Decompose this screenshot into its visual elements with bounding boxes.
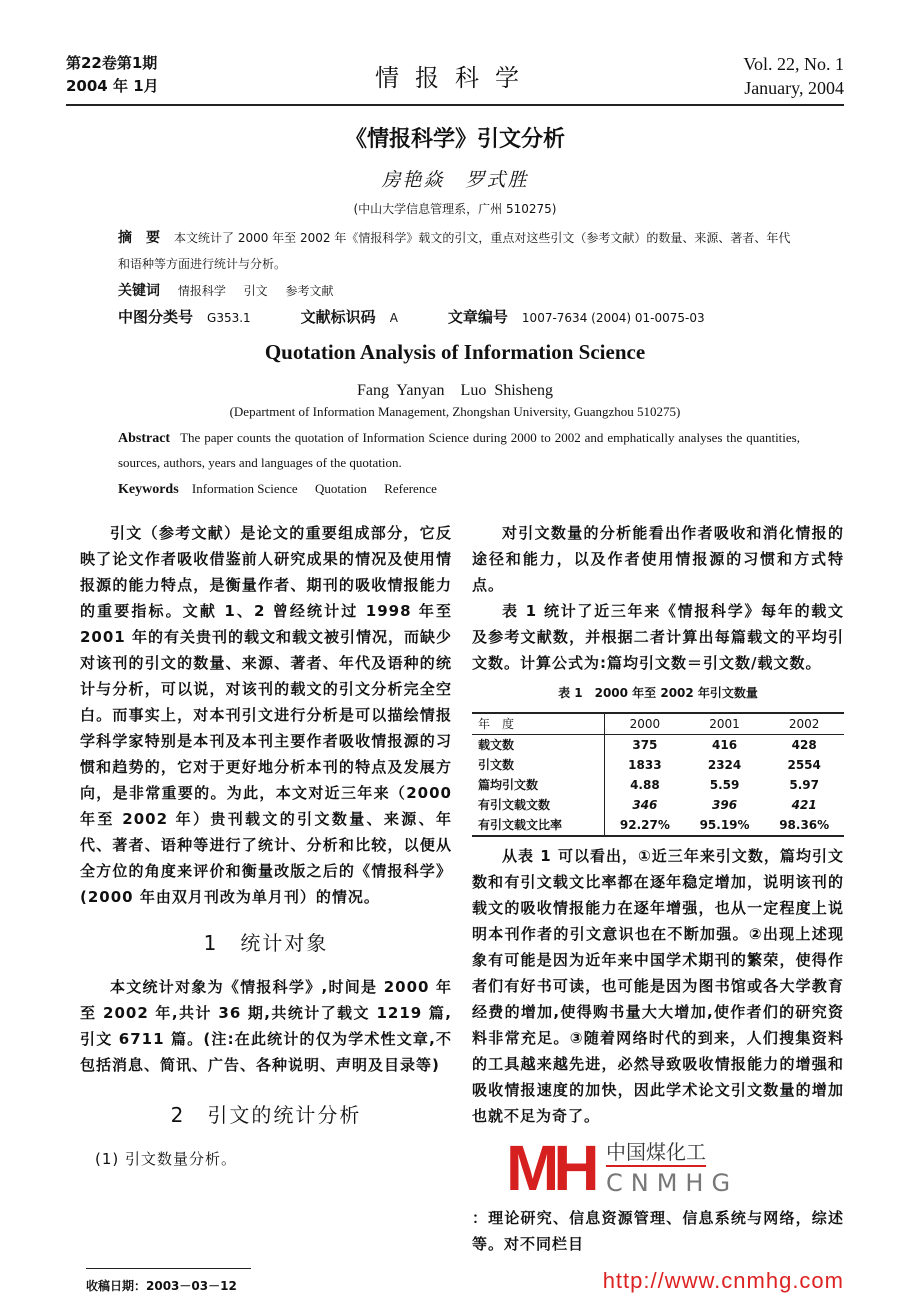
affiliation: (中山大学信息管理系，广州 510275)	[353, 202, 557, 216]
header-rule	[66, 104, 844, 106]
footnote	[80, 1254, 452, 1296]
header-cell: 2000	[605, 713, 685, 735]
clc-label: 中图分类号	[118, 308, 194, 326]
table-row	[472, 755, 844, 775]
paragraph-continued: ：理论研究、信息资源管理、信息系统与网络，综述等。对不同栏目	[472, 1209, 844, 1253]
english-abstract-text: The paper counts the quotation of Information Science during 2000 to 2002 and emphatically analyses the quantities, sources, authors, years and languages of the quotation.	[118, 430, 800, 470]
english-keyword: Reference	[384, 481, 437, 496]
cell: 5.59	[709, 778, 740, 792]
running-header	[66, 52, 844, 100]
abstract-cn	[118, 225, 800, 277]
header-cell: 2002	[764, 713, 844, 735]
table-row	[472, 775, 844, 795]
volume-en: Vol. 22, No. 1	[743, 54, 844, 74]
english-keyword: Quotation	[314, 481, 367, 496]
table-row	[472, 815, 844, 836]
row-label: 有引文载文数	[472, 795, 605, 815]
header-cell: 2001	[685, 713, 765, 735]
intro-paragraph: 引文（参考文献）是论文的重要组成部分，它反映了论文作者吸收借鉴前人研究成果的情况及使用情报源的能力特点，是衡量作者、期刊的吸收情报能力的重要指标。文献 1、2 曾经统计过 1998 年至 2001 年的有关贵刊的载文和载文被引情况，而缺少对该刊的引文的数量、来源、著者、年代及语种的统计与分析，可以说，对该刊的载文的引文分析完全空白。而事实上，对本刊引文进行分析是可以描绘情报学科学家特别是本刊及本刊主要作者吸收情报源的习惯和趋势的，它对于更好地分析本刊的特点及发展方向，是非常重要的。为此，本文对近三年来（2000 年至 2002 年）贵刊载文的引文数量、来源、年代、著者、语种等进行了统计、分析和比较，以便从全方位的角度来评价和衡量改版之后的《情报科学》(2000 年由双月刊改为单月刊）的情况。	[80, 524, 452, 906]
date-en: January, 2004	[744, 78, 844, 98]
article-no-label: 文章编号	[447, 308, 508, 326]
row-label: 引文数	[472, 755, 605, 775]
english-authors: Fang Yanyan Luo Shisheng	[356, 382, 553, 399]
english-abstract	[118, 426, 800, 475]
cell: 92.27%	[619, 818, 670, 832]
date-cn: 2004 年 1月	[66, 77, 159, 95]
cell: 421	[791, 798, 817, 812]
table-row	[472, 795, 844, 815]
analysis-paragraph: 从表 1 可以看出，①近三年来引文数，篇均引文数和有引文载文比率都在逐年稳定增加，说明该刊的载文的吸收情报能力在逐年增强，也从一定程度上说明本刊作者的引文意识也在不断加强。②出现上述现象有可能是因为近年来中国学术期刊的繁荣，使得作者们有好书可读，也可能是因为图书馆或各大学教育经费的增加,使得购书量大大增加,使作者们的研究资料非常充足。③随着网络时代的到来，人们搜集资料的工具越来越先进，必然导致吸收情报能力的增强和吸收情报速度的加快，因此学术论文引文数量的增加也就不足为奇了。	[472, 847, 844, 1125]
table-row	[472, 735, 844, 756]
table-caption: 表 1 2000 年至 2002 年引文数量	[558, 686, 758, 700]
watermark-url: http://www.cnmhg.com	[602, 1268, 844, 1293]
cell: 346	[632, 798, 658, 812]
watermark-logo	[506, 1132, 844, 1204]
section-1-paragraph: 本文统计对象为《情报科学》,时间是 2000 年至 2002 年,共计 36 期,共统计了载文 1219 篇,引文 6711 篇。(注:在此统计的仅为学术性文章,不包括消息、简讯、广告、各种说明、声明及目录等)	[80, 978, 452, 1074]
keywords-label: 关键词	[118, 283, 160, 299]
journal-name: 情报科学	[375, 64, 535, 92]
english-keywords-label: Keywords	[118, 482, 179, 497]
cell: 4.88	[630, 778, 660, 792]
english-abstract-label: Abstract	[118, 431, 171, 446]
paper-title: 《情报科学》引文分析	[344, 127, 565, 152]
keywords-cn	[118, 279, 844, 303]
footnote-rule	[86, 1268, 251, 1270]
received-date: 收稿日期：2003－03－12	[86, 1279, 237, 1293]
section-1-heading: 1 统计对象	[203, 931, 329, 955]
english-affiliation: (Department of Information Management, Zhongshan University, Guangzhou 510275)	[229, 404, 681, 419]
cell: 416	[712, 738, 738, 752]
cell: 95.19%	[699, 818, 750, 832]
body-columns	[66, 520, 844, 1295]
right-column	[472, 520, 844, 1295]
logo-cn: 中国煤化工	[606, 1139, 706, 1167]
citation-table	[472, 712, 844, 837]
cell: 2554	[787, 758, 821, 772]
cell: 375	[632, 738, 658, 752]
row-label: 有引文载文比率	[472, 815, 605, 836]
english-title: Quotation Analysis of Information Science	[264, 340, 646, 364]
paragraph: 对引文数量的分析能看出作者吸收和消化情报的途径和能力，以及作者使用情报源的习惯和方式特点。	[472, 524, 844, 594]
keyword: 参考文献	[285, 284, 334, 298]
paragraph: 表 1 统计了近三年来《情报科学》每年的载文及参考文献数，并根据二者计算出每篇载文的平均引文数。计算公式为:篇均引文数＝引文数/载文数。	[472, 602, 844, 672]
authors: 房艳焱 罗式胜	[381, 169, 529, 191]
logo-en: CNMHG	[606, 1169, 739, 1197]
article-no-value: 1007-7634 (2004) 01-0075-03	[521, 311, 705, 325]
table-header-row	[472, 713, 844, 735]
classification	[118, 305, 844, 330]
row-label: 篇均引文数	[472, 775, 605, 795]
cell: 1833	[628, 758, 662, 772]
abstract-text: 本文统计了 2000 年至 2002 年《情报科学》载文的引文，重点对这些引文（参考文献）的数量、来源、著者、年代和语种等方面进行统计与分析。	[118, 231, 791, 271]
left-column	[80, 520, 452, 1295]
subsection-heading: (1) 引文数量分析。	[95, 1150, 238, 1168]
volume-cn: 第22卷第1期	[66, 54, 158, 72]
header-cell: 年 度	[472, 713, 605, 735]
section-2-heading: 2 引文的统计分析	[170, 1103, 362, 1127]
row-label: 载文数	[472, 735, 605, 756]
cell: 428	[791, 738, 817, 752]
doc-code-label: 文献标识码	[300, 308, 376, 326]
cell: 2324	[707, 758, 742, 772]
cell: 5.97	[789, 778, 819, 792]
issue-info-en	[674, 52, 844, 100]
issue-info	[66, 52, 236, 98]
logo-mark: MH	[506, 1132, 594, 1204]
cell: 98.36%	[779, 818, 830, 832]
keyword: 引文	[243, 284, 268, 298]
english-keyword: Information Science	[191, 481, 298, 496]
doc-code-value: A	[389, 311, 398, 325]
cell: 396	[712, 798, 738, 812]
abstract-label: 摘 要	[118, 230, 160, 246]
keyword: 情报科学	[177, 284, 226, 298]
english-keywords	[118, 477, 844, 502]
clc-value: G353.1	[207, 311, 251, 325]
